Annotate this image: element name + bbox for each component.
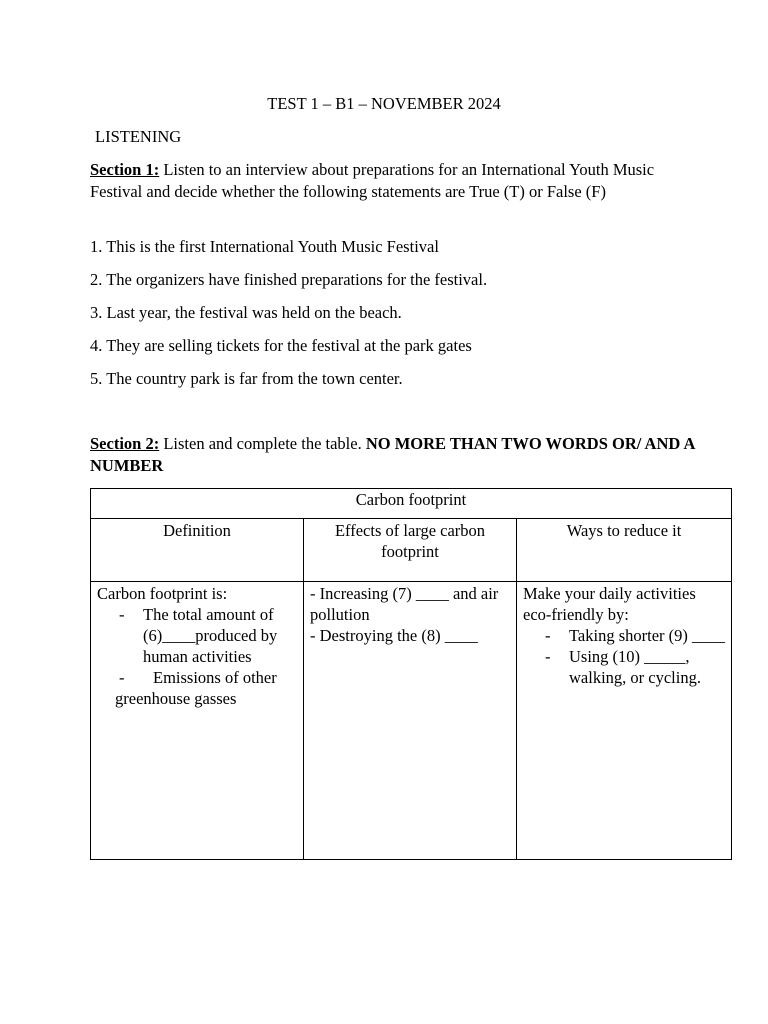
statement-1: 1. This is the first International Youth Music Festival [90, 237, 439, 256]
header-ways: Ways to reduce it [517, 519, 732, 582]
dash-marker: - [119, 668, 125, 687]
cell-effects [304, 582, 517, 860]
section2-label: Section 2: [90, 434, 160, 453]
table-caption: Carbon footprint [91, 489, 732, 519]
effects-line-2: - Destroying the (8) ____ [310, 626, 478, 645]
definition-bullet-2-text: Emissions of other [153, 668, 277, 687]
definition-intro: Carbon footprint is: [97, 584, 228, 603]
ways-bullet-2-text: Using (10) _____, walking, or cycling. [569, 647, 701, 687]
section1-instruction [90, 159, 690, 203]
definition-bullet-2 [97, 667, 298, 688]
ways-bullet-1 [523, 625, 726, 646]
header-definition: Definition [91, 519, 304, 582]
test-title: TEST 1 – B1 – NOVEMBER 2024 [267, 94, 501, 113]
ways-intro: Make your daily activities eco-friendly by: [523, 584, 696, 624]
header-effects: Effects of large carbon footprint [304, 519, 517, 582]
statement-3: 3. Last year, the festival was held on the beach. [90, 303, 402, 322]
dash-marker: - [545, 626, 551, 645]
statement-5: 5. The country park is far from the town center. [90, 369, 403, 388]
definition-bullet-1-text: The total amount of (6)____produced by human activities [143, 605, 278, 666]
section1-text: Listen to an interview about preparations for an International Youth Music Festival and decide whether the following statements are True (T) or False (F) [90, 160, 655, 201]
section1-label: Section 1: [90, 160, 160, 179]
statement-4: 4. They are selling tickets for the festival at the park gates [90, 336, 472, 355]
section2-text: Listen and complete the table. [159, 434, 366, 453]
dash-marker: - [119, 605, 125, 624]
ways-bullet-1-text: Taking shorter (9) ____ [569, 626, 726, 645]
cell-definition [91, 582, 304, 860]
section2-constraint: NO MORE THAN TWO WORDS OR/ AND A NUMBER [90, 434, 695, 475]
listening-heading: LISTENING [95, 127, 182, 146]
definition-bullet-1 [97, 604, 298, 667]
ways-bullet-2 [523, 646, 726, 688]
dash-marker: - [545, 647, 551, 666]
carbon-footprint-table [90, 488, 732, 860]
definition-bullet-2-continued: greenhouse gasses [115, 689, 237, 708]
effects-line-1: - Increasing (7) ____ and air pollution [310, 584, 499, 624]
statement-2: 2. The organizers have finished preparations for the festival. [90, 270, 488, 289]
cell-ways [517, 582, 732, 860]
section2-instruction [90, 433, 700, 477]
